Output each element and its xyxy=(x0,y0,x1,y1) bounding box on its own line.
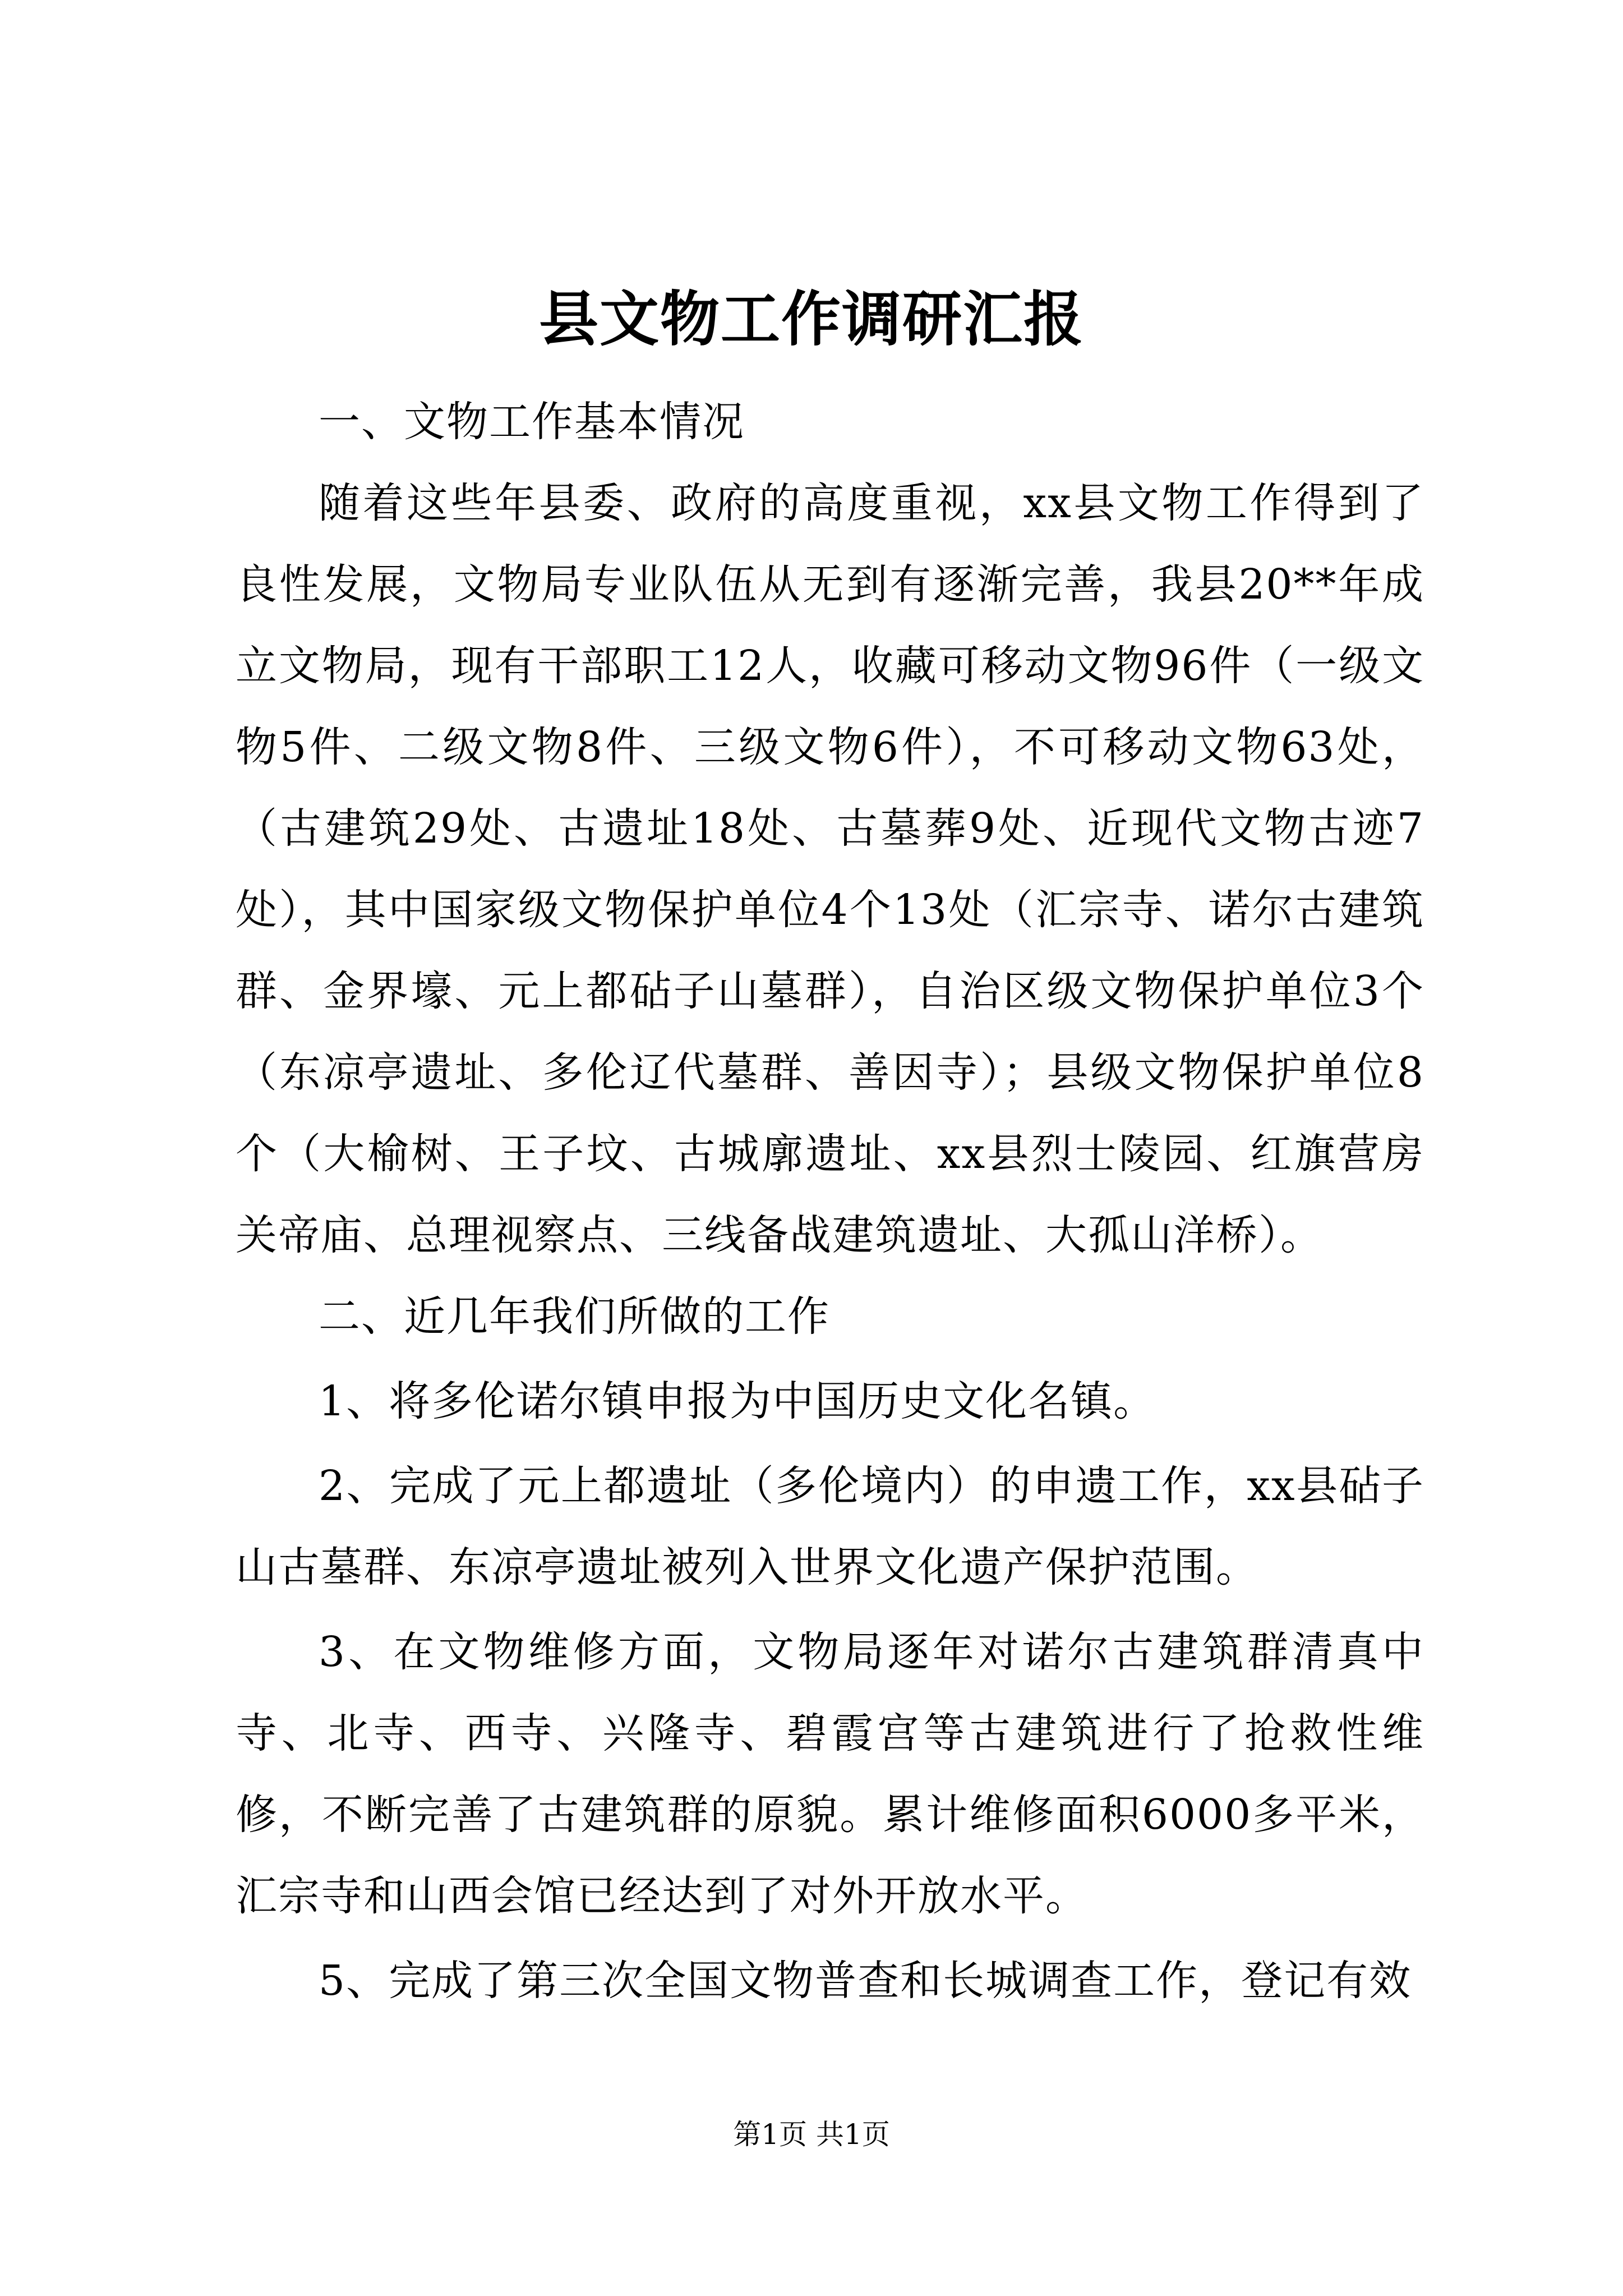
paragraph-item-3: 3、在文物维修方面，文物局逐年对诺尔古建筑群清真中寺、北寺、西寺、兴隆寺、碧霞宫等古建筑进行了抢救性维修，不断完善了古建筑群的原貌。累计维修面积6000多平米，汇宗寺和山西会馆已经达到了对外开放水平。 xyxy=(236,1628,1424,1920)
paragraph-item-5: 5、完成了第三次全国文物普查和长城调查工作，登记有效 xyxy=(319,1957,1412,2005)
page-number-footer: 第1页 共1页 xyxy=(733,2118,890,2151)
paragraph-item-1: 1、将多伦诺尔镇申报为中国历史文化名镇。 xyxy=(319,1377,1156,1425)
paragraph-basic-situation: 随着这些年县委、政府的高度重视，xx县文物工作得到了良性发展，文物局专业队伍从无到有逐渐完善，我县20**年成立文物局，现有干部职工12人，收藏可移动文物96件（一级文物5件、二级文物8件、三级文物6件），不可移动文物63处，（古建筑29处、古遗址18处、古墓葬9处、近现代文物古迹7处），其中国家级文物保护单位4个13处（汇宗寺、诺尔古建筑群、金界壕、元上都砧子山墓群），自治区级文物保护单位3个（东凉亭遗址、多伦辽代墓群、善因寺）；县级文物保护单位8个（大榆树、王子坟、古城廓遗址、xx县烈士陵园、红旗营房关帝庙、总理视察点、三线备战建筑遗址、大孤山洋桥）。 xyxy=(236,479,1424,1259)
section-heading-1: 一、文物工作基本情况 xyxy=(319,398,745,446)
document-body xyxy=(236,381,1424,2022)
section-heading-2: 二、近几年我们所做的工作 xyxy=(319,1292,830,1341)
document-title: 县文物工作调研汇报 xyxy=(539,285,1084,354)
paragraph-item-2: 2、完成了元上都遗址（多伦境内）的申遗工作，xx县砧子山古墓群、东凉亭遗址被列入世界文化遗产保护范围。 xyxy=(236,1462,1424,1591)
